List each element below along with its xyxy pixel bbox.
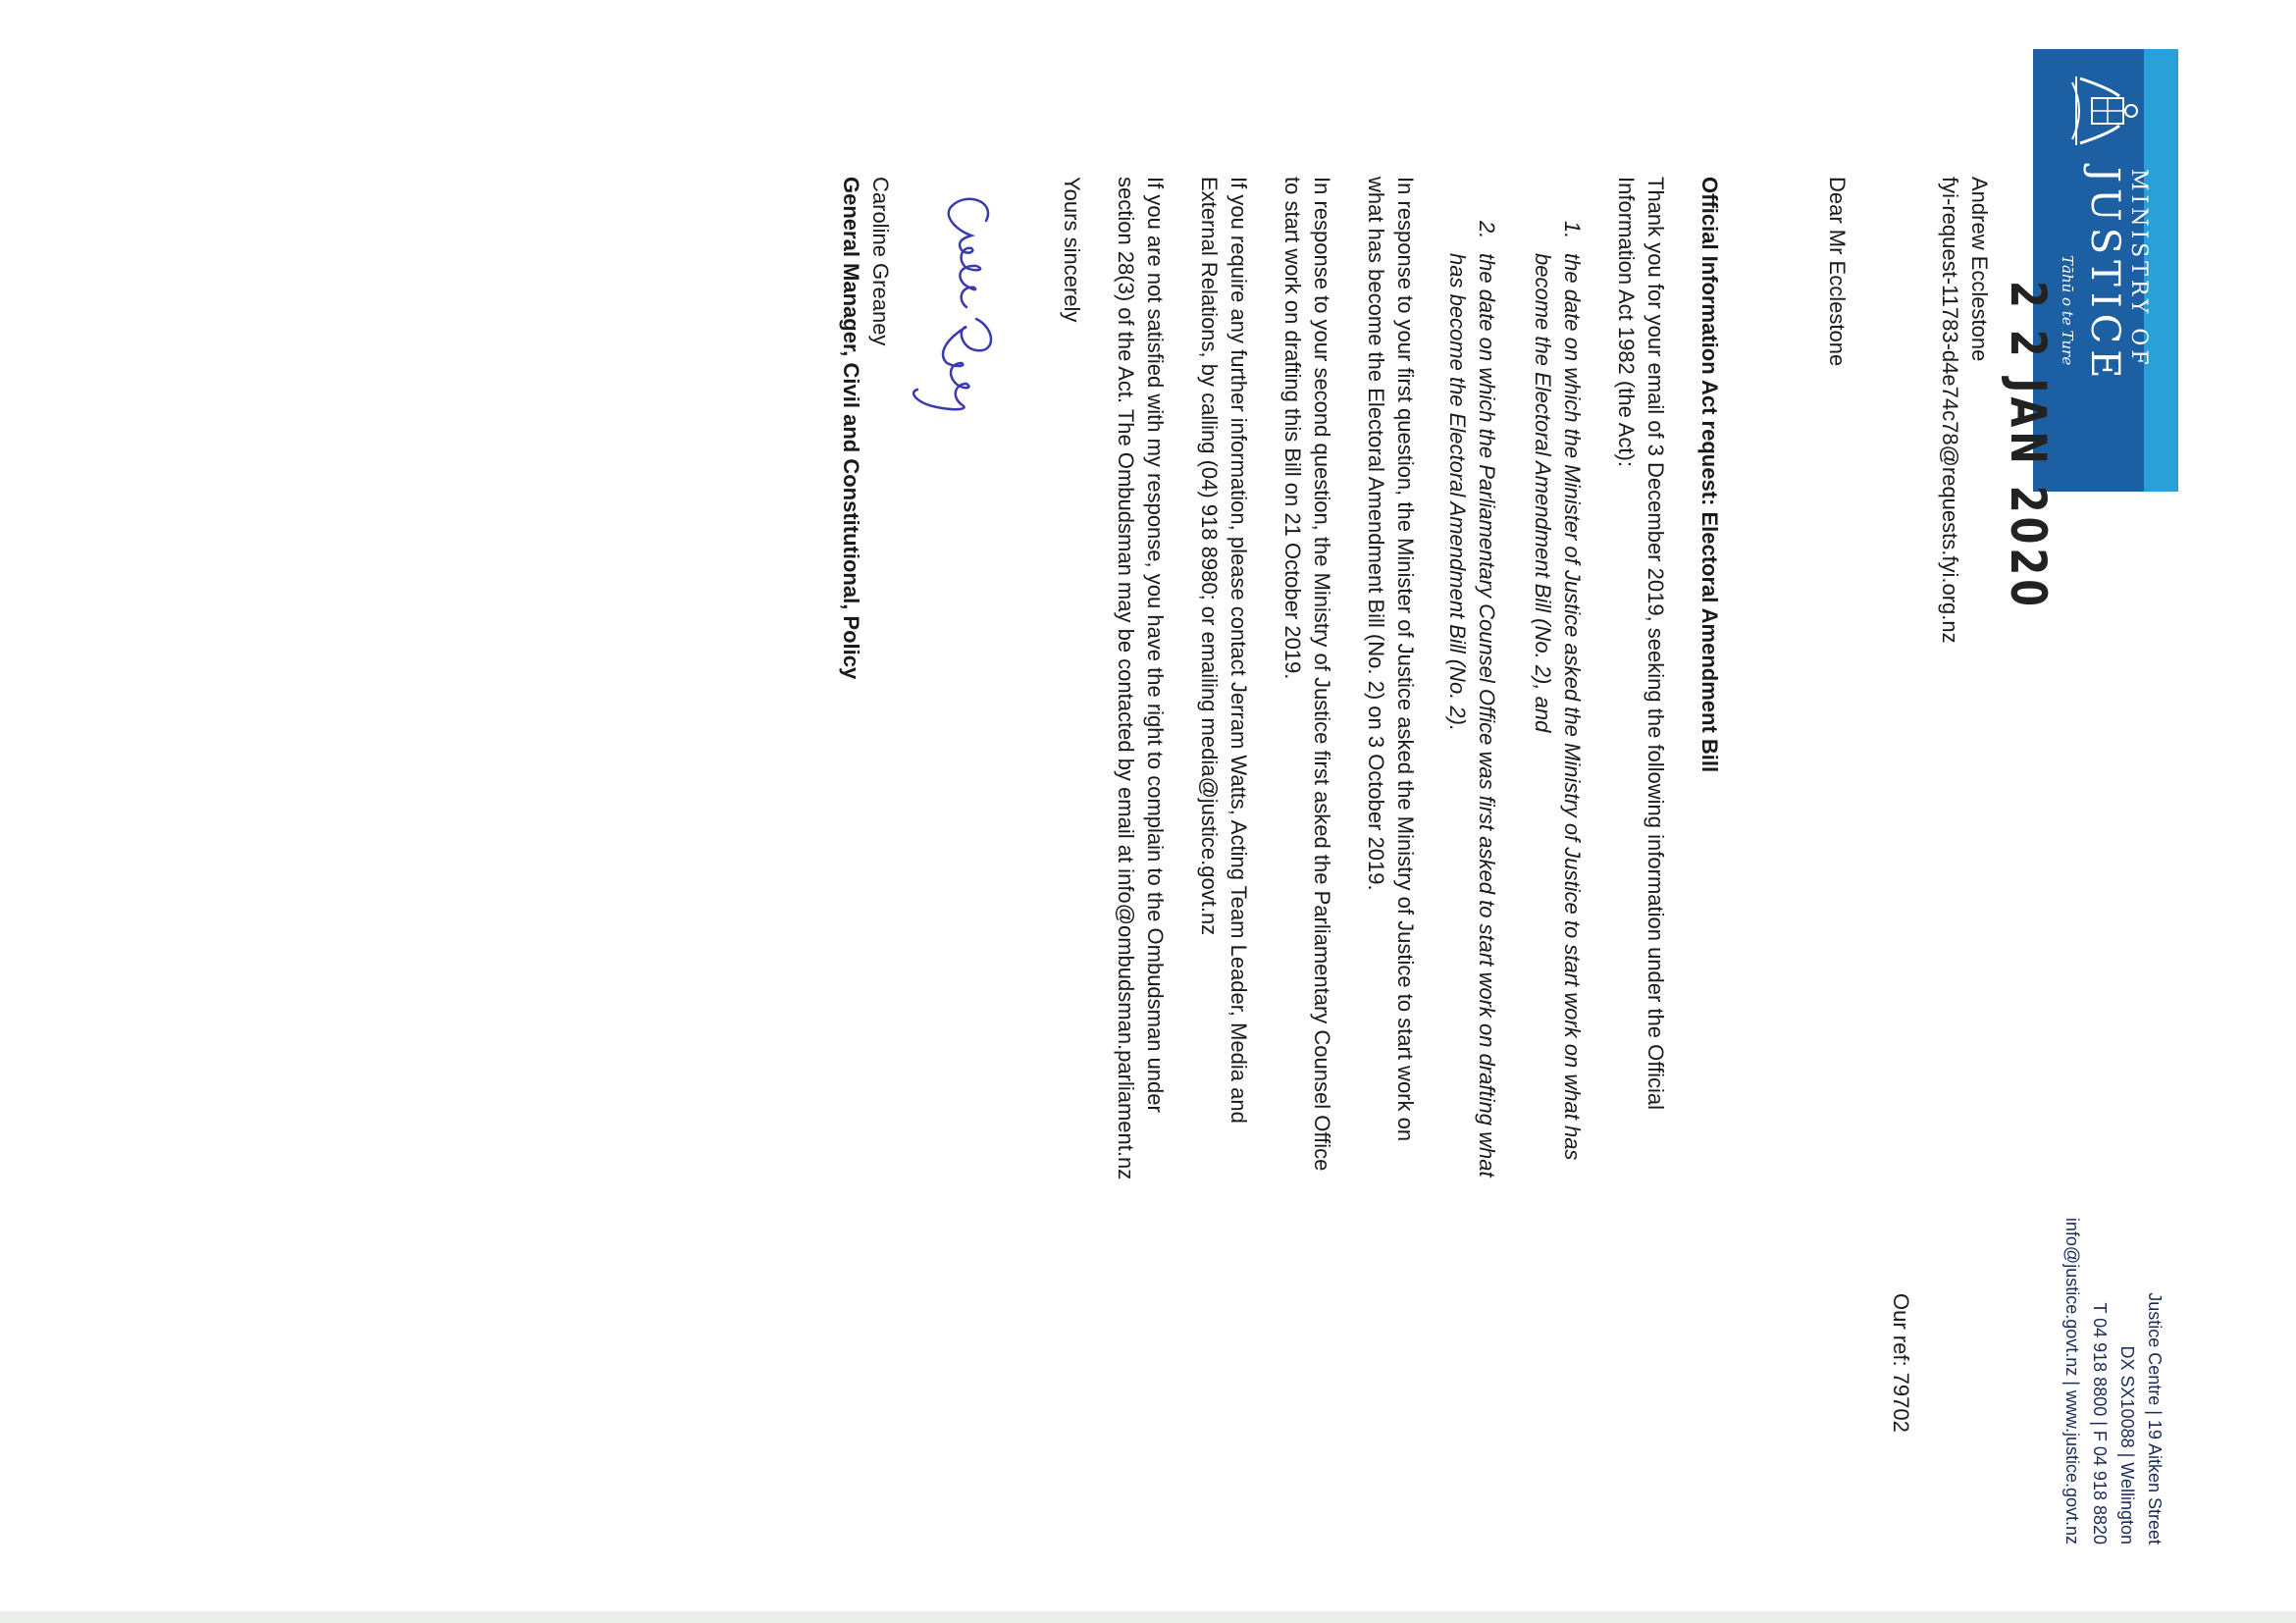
closing: Yours sincerely: [1060, 177, 1084, 323]
list-item-line: the date on which the Minister of Justice asked the Ministry of Justice to start work on what has: [1560, 253, 1585, 1161]
address-line: T 04 918 8800 | F 04 918 8820: [2090, 1302, 2110, 1544]
body-paragraph-line: section 28(3) of the Act. The Ombudsman may be contacted by email at info@ombudsman.parliament.nz: [1114, 177, 1138, 1180]
list-item-number: 2.: [1475, 221, 1499, 239]
handwritten-signature: [898, 182, 1016, 437]
body-paragraph-line: If you require any further information, please contact Jerram Watts, Acting Team Leader, Media and: [1226, 177, 1251, 1124]
list-item-line: become the Electoral Amendment Bill (No. 2), and: [1531, 253, 1555, 733]
scan-edge: [0, 1611, 2296, 1623]
body-paragraph-line: what has become the Electoral Amendment Bill (No. 2) on 3 October 2019.: [1364, 177, 1388, 891]
our-reference: Our ref: 79702: [1889, 1293, 1913, 1433]
signatory-title: General Manager, Civil and Constitutional, Policy: [839, 177, 863, 680]
body-paragraph-line: External Relations, by calling (04) 918 8980; or emailing media@justice.govt.nz: [1197, 177, 1222, 936]
body-paragraph-line: In response to your first question, the Minister of Justice asked the Ministry of Justice to start work on: [1393, 177, 1418, 1142]
address-line: info@justice.govt.nz | www.justice.govt.nz: [2062, 1217, 2082, 1544]
list-item-line: has become the Electoral Amendment Bill (No. 2).: [1445, 253, 1470, 732]
coat-of-arms-icon: [2064, 69, 2149, 153]
body-paragraph-line: Information Act 1982 (the Act):: [1614, 177, 1639, 467]
subject-heading: Official Information Act request: Electoral Amendment Bill: [1697, 177, 1722, 773]
body-paragraph-line: to start work on drafting this Bill on 21 October 2019.: [1280, 177, 1305, 680]
logo-text-justice: JUSTICE: [2082, 167, 2127, 385]
salutation: Dear Mr Ecclestone: [1825, 177, 1850, 367]
logo-tagline: Tāhū o te Ture: [2059, 255, 2076, 366]
date-stamp: 2 2 JAN 2020: [1999, 281, 2056, 611]
letterhead-address: [2059, 1218, 2168, 1544]
list-item-line: the date on which the Parliamentary Counsel Office was first asked to start work on drafting what: [1475, 253, 1499, 1178]
body-paragraph-line: Thank you for your email of 3 December 2019, seeking the following information under the Official: [1644, 177, 1668, 1110]
recipient-email: fyi-request-11783-d4e74c78@requests.fyi.org.nz: [1938, 177, 1962, 644]
list-item-number: 1.: [1560, 221, 1585, 239]
address-line: Justice Centre | 19 Aitken Street: [2145, 1292, 2165, 1544]
body-paragraph-line: In response to your second question, the Ministry of Justice first asked the Parliamentary Counsel Office: [1310, 177, 1334, 1172]
address-line: DX SX10088 | Wellington: [2117, 1345, 2137, 1544]
recipient-name: Andrew Ecclestone: [1967, 177, 1992, 362]
logo-text-ministry-of: MINISTRY OF: [2126, 169, 2151, 369]
body-paragraph-line: If you are not satisfied with my response, you have the right to complain to the Ombudsman under: [1143, 177, 1168, 1113]
signatory-name: Caroline Greaney: [868, 177, 893, 346]
